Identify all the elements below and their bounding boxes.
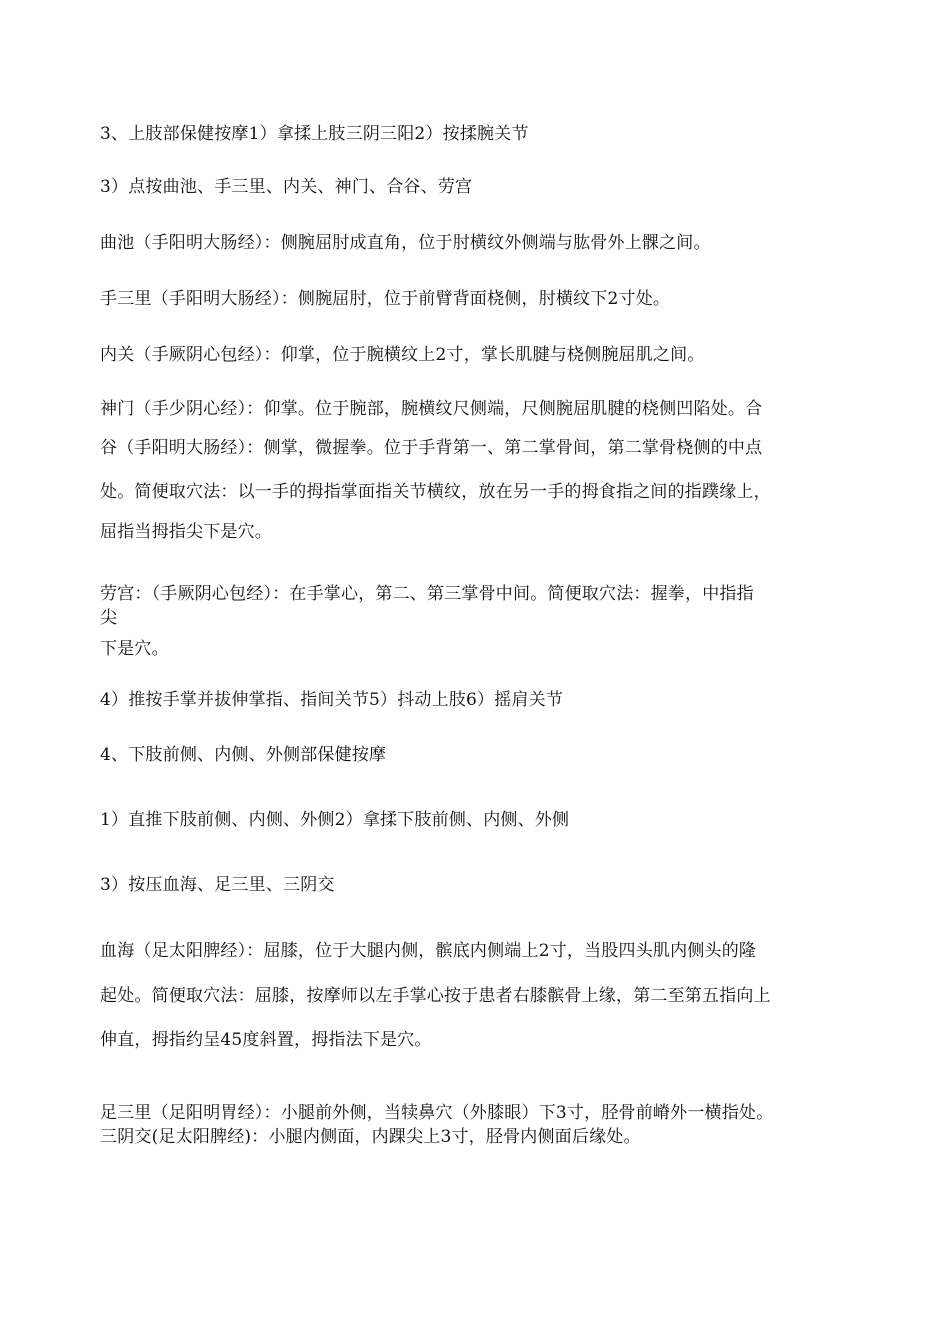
text-line: 起处。简便取穴法：屈膝，按摩师以左手掌心按于患者右膝髌骨上缘，第二至第五指向上 (100, 986, 771, 1006)
text-line: 神门（手少阴心经）：仰掌。位于腕部，腕横纹尺侧端，尺侧腕屈肌腱的桡侧凹陷处。合 (100, 399, 763, 419)
text-line: 3、上肢部保健按摩1）拿揉上肢三阴三阳2）按揉腕关节 (100, 124, 529, 144)
text-line: 处。简便取穴法：以一手的拇指掌面指关节横纹，放在另一手的拇食指之间的指蹼缘上， (100, 482, 771, 502)
text-line: 下是穴。 (100, 639, 169, 659)
text-line: 血海（足太阳脾经）：屈膝，位于大腿内侧，髌底内侧端上2寸，当股四头肌内侧头的隆 (100, 941, 757, 961)
text-line: 足三里（足阳明胃经）：小腿前外侧，当犊鼻穴（外膝眼）下3寸，胫骨前嵴外一横指处。 (100, 1103, 774, 1123)
text-line: 1）直推下肢前侧、内侧、外侧2）拿揉下肢前侧、内侧、外侧 (100, 810, 570, 830)
text-line: 4）推按手掌并拔伸掌指、指间关节5）抖动上肢6）摇肩关节 (100, 690, 564, 710)
text-line: 屈指当拇指尖下是穴。 (100, 522, 272, 542)
text-line: 谷（手阳明大肠经）：侧掌，微握拳。位于手背第一、第二掌骨间，第二掌骨桡侧的中点 (100, 438, 763, 458)
text-line: 尖 (100, 608, 118, 628)
text-line: 4、下肢前侧、内侧、外侧部保健按摩 (100, 745, 387, 765)
text-line: 曲池（手阳明大肠经）：侧腕屈肘成直角，位于肘横纹外侧端与肱骨外上髁之间。 (100, 233, 711, 253)
text-line: 内关（手厥阴心包经）：仰掌，位于腕横纹上2寸，掌长肌腱与桡侧腕屈肌之间。 (100, 345, 705, 365)
text-line: 手三里（手阳明大肠经）：侧腕屈肘，位于前臂背面桡侧，肘横纹下2寸处。 (100, 289, 671, 309)
text-line: 劳宫：（手厥阴心包经）：在手掌心，第二、第三掌骨中间。简便取穴法：握拳，中指指 (100, 584, 754, 604)
text-line: 3）点按曲池、手三里、内关、神门、合谷、劳宫 (100, 177, 473, 197)
text-line: 三阴交(足太阳脾经)：小腿内侧面，内踝尖上3寸，胫骨内侧面后缘处。 (100, 1127, 641, 1147)
text-line: 3）按压血海、足三里、三阴交 (100, 875, 335, 895)
text-line: 伸直，拇指约呈45度斜置，拇指法下是穴。 (100, 1030, 432, 1050)
